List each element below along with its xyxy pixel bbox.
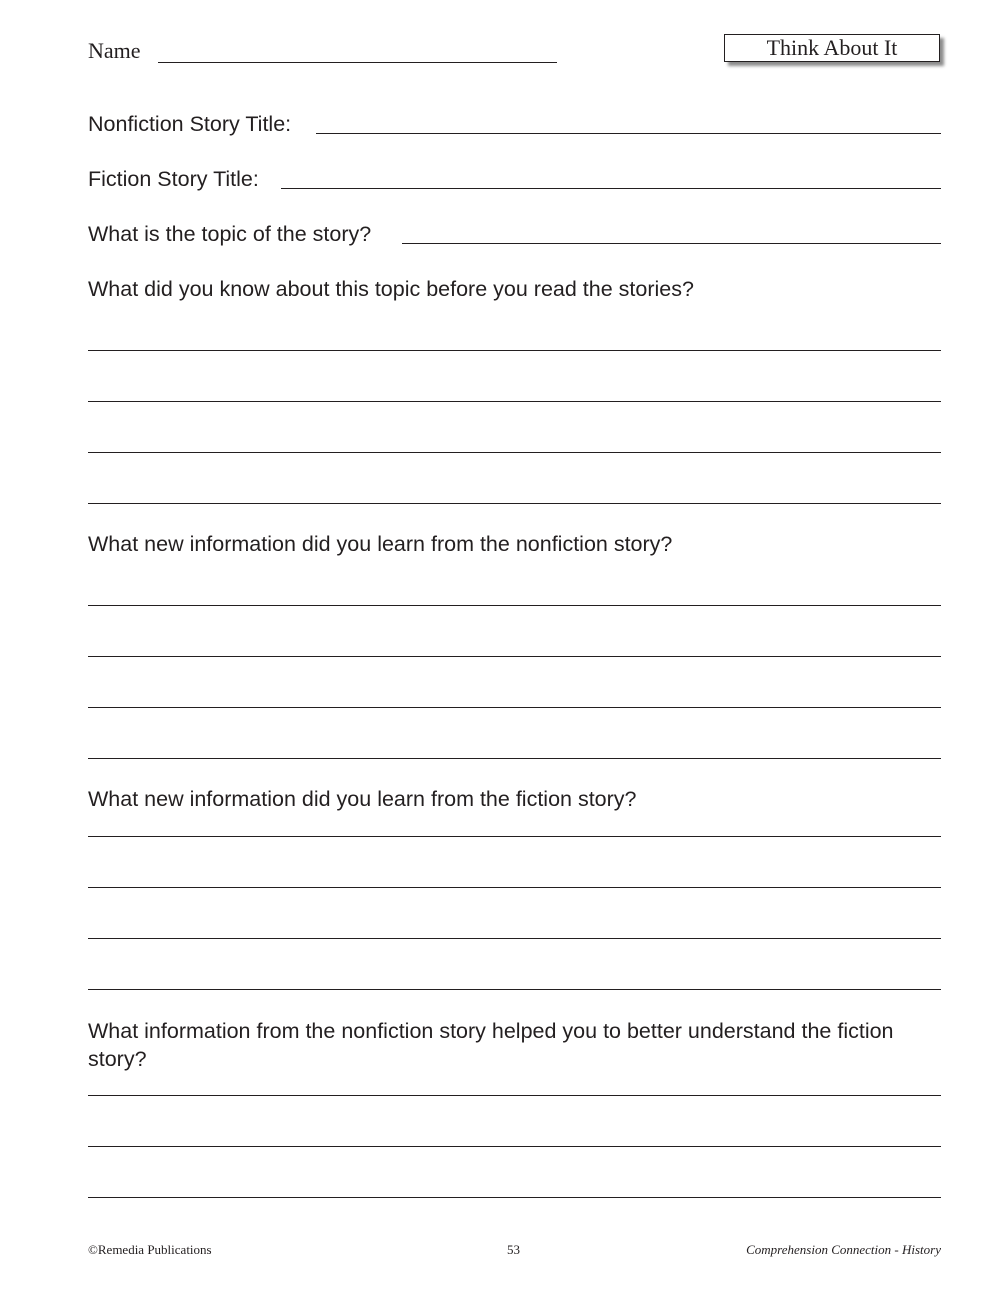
- footer-copyright: ©Remedia Publications: [88, 1242, 212, 1257]
- answer-line[interactable]: [88, 707, 941, 708]
- think-about-it-badge: Think About It: [724, 34, 940, 62]
- answer-line[interactable]: [88, 887, 941, 888]
- question-prior-knowledge: What did you know about this topic before you read the stories?: [88, 277, 694, 301]
- answer-line[interactable]: [88, 503, 941, 504]
- answer-line[interactable]: [88, 452, 941, 453]
- footer-page-number: 53: [507, 1242, 520, 1257]
- answer-line[interactable]: [88, 605, 941, 606]
- answer-line[interactable]: [88, 938, 941, 939]
- nonfiction-title-label: Nonfiction Story Title:: [88, 112, 292, 136]
- topic-question-label: What is the topic of the story?: [88, 222, 372, 246]
- question-connection: What information from the nonfiction story helped you to better understand the fiction story?: [88, 1019, 894, 1071]
- topic-answer-line[interactable]: [402, 243, 941, 244]
- fiction-title-answer-line[interactable]: [281, 188, 941, 189]
- fiction-title-label: Fiction Story Title:: [88, 167, 259, 191]
- footer-series-title: Comprehension Connection - History: [746, 1242, 941, 1257]
- answer-line[interactable]: [88, 1197, 941, 1198]
- answer-line[interactable]: [88, 758, 941, 759]
- question-fiction-learning: What new information did you learn from the fiction story?: [88, 787, 637, 811]
- answer-line[interactable]: [88, 350, 941, 351]
- nonfiction-title-answer-line[interactable]: [316, 133, 941, 134]
- answer-line[interactable]: [88, 1146, 941, 1147]
- answer-line[interactable]: [88, 656, 941, 657]
- answer-line[interactable]: [88, 836, 941, 837]
- answer-line[interactable]: [88, 989, 941, 990]
- name-answer-line[interactable]: [158, 62, 557, 63]
- question-nonfiction-learning: What new information did you learn from the nonfiction story?: [88, 532, 673, 556]
- answer-line[interactable]: [88, 401, 941, 402]
- answer-line[interactable]: [88, 1095, 941, 1096]
- name-label: Name: [88, 38, 141, 63]
